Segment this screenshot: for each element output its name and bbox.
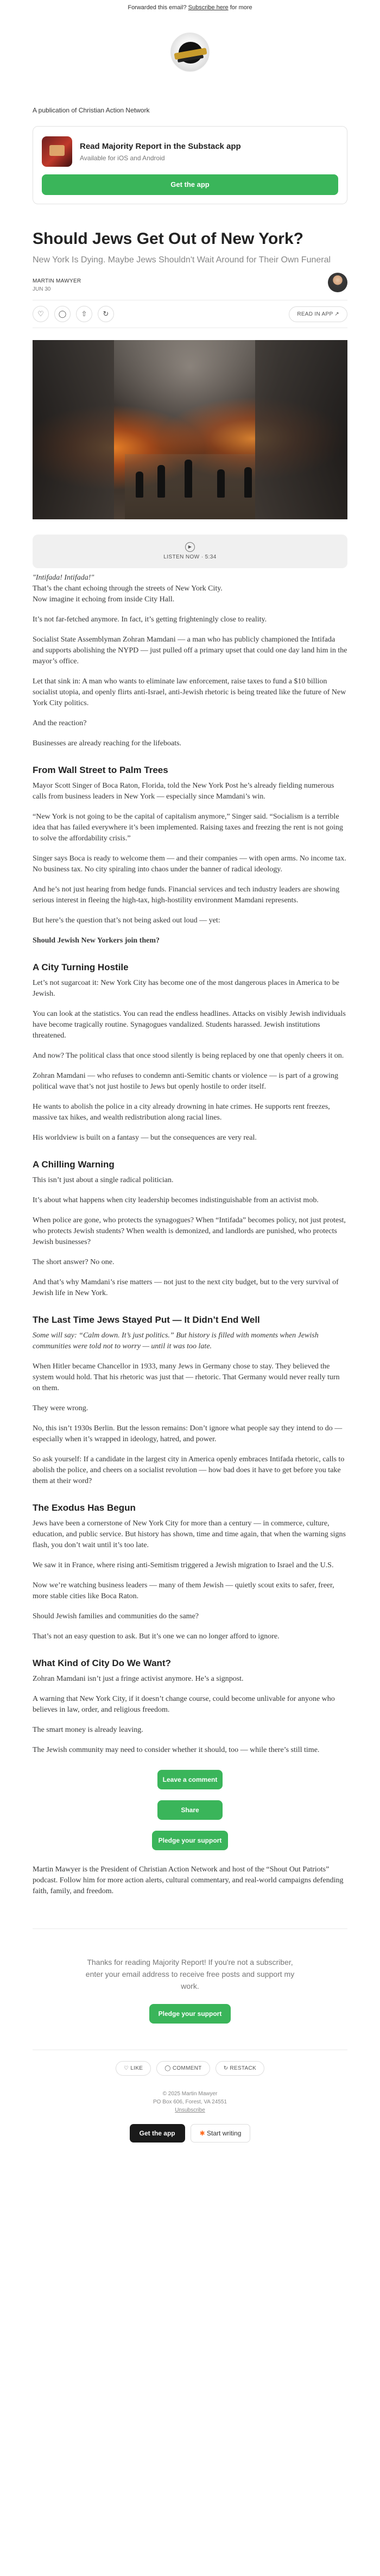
leave-comment-button[interactable]: Leave a comment: [157, 1770, 223, 1789]
hero-image[interactable]: [33, 340, 347, 519]
article-paragraph: We saw it in France, where rising anti-Semitism triggered a Jewish migration to Israel and the U.S.: [33, 1561, 334, 1569]
comment-icon[interactable]: ◯: [54, 306, 71, 322]
forwarded-bar: [0, 0, 380, 15]
mailing-address: PO Box 606, Forest, VA 24551: [153, 2099, 227, 2105]
article-paragraph: Jews have been a cornerstone of New York City for more than a century — in commerce, culture, education, and public service. But history has shown, time and time again, that when the warning signs flash, you don’t wait until it’s too late.: [33, 1519, 346, 1549]
share-button[interactable]: Share: [157, 1800, 223, 1820]
article-paragraph: Let’s not sugarcoat it: New York City has become one of the most dangerous places in America to be Jewish.: [33, 979, 339, 998]
article-paragraph: "Intifada! Intifada!": [33, 574, 94, 582]
article-paragraph: The short answer? No one.: [33, 1258, 115, 1266]
copyright: © 2025 Martin Mawyer: [162, 2091, 218, 2097]
footer: [33, 1928, 347, 2143]
post-subtitle: New York Is Dying. Maybe Jews Shouldn't Wait Around for Their Own Funeral: [33, 255, 331, 265]
article-paragraph: He wants to abolish the police in a city already drowning in hate crimes. He supports rent freezes, massive tax hikes, and wealth redistribution along racial lines.: [33, 1103, 330, 1122]
article-paragraph: This isn’t just about a single radical politician.: [33, 1176, 174, 1184]
post-action-bar: [33, 300, 347, 328]
article-paragraph: It’s about what happens when city leadership becomes indistinguishable from an activist mob.: [33, 1196, 319, 1204]
app-promo-subtitle: Available for iOS and Android: [80, 154, 165, 162]
get-app-button[interactable]: Get the app: [42, 174, 338, 195]
section-heading: A Chilling Warning: [33, 1159, 115, 1170]
footer-comment-button[interactable]: ◯ COMMENT: [156, 2061, 210, 2076]
article-paragraph: But here’s the question that’s not being asked out loud — yet:: [33, 916, 220, 925]
author-name[interactable]: MARTIN MAWYER: [33, 278, 81, 284]
start-writing-label: Start writing: [207, 2129, 242, 2137]
footer-restack-button[interactable]: ↻ RESTACK: [216, 2061, 264, 2076]
section-heading: What Kind of City Do We Want?: [33, 1658, 171, 1668]
author-avatar[interactable]: [328, 273, 347, 292]
listen-now-button[interactable]: [33, 535, 347, 568]
author-bio: Martin Mawyer is the President of Christian Action Network and host of the “Shout Out Patriots” podcast. Follow him for more action alerts, cultural commentary, and real-world campaigns defending faith, family, and freedom.: [33, 1865, 344, 1895]
publication-logo[interactable]: [170, 33, 210, 72]
subscribe-thanks: Thanks for reading Majority Report! If you're not a subscriber, enter your email address to receive free posts and support my work.: [85, 1958, 295, 1990]
app-promo-title: Read Majority Report in the Substack app: [80, 141, 241, 151]
article-paragraph: The smart money is already leaving.: [33, 1726, 143, 1734]
article-paragraph: They were wrong.: [33, 1404, 88, 1412]
article-paragraph: Singer says Boca is ready to welcome them — and their companies — with open arms. No income tax. No business tax. No city spiraling into chaos under the banner of radical ideology.: [33, 855, 346, 874]
article-paragraph: No, this isn’t 1930s Berlin. But the lesson remains: Don’t ignore what people say they intend to do — especially when it’s wrapped in ideology, hatred, and power.: [33, 1424, 343, 1443]
app-icon: [42, 136, 72, 167]
article-paragraph: His worldview is built on a fantasy — but the consequences are very real.: [33, 1134, 257, 1142]
article-paragraph: And that’s why Mamdani’s rise matters — not just to the next city budget, but to the very survival of Jewish life in New York.: [33, 1278, 339, 1297]
restack-icon[interactable]: ↻: [98, 306, 114, 322]
article-paragraph: It’s not far-fetched anymore. In fact, it’s getting frighteningly close to reality.: [33, 615, 267, 624]
article-paragraph: And now? The political class that once stood silently is being replaced by one that openly cheers it on.: [33, 1052, 344, 1060]
article-paragraph: Socialist State Assemblyman Zohran Mamdani — a man who has publicly championed the Intifada and supports abolishing the NYPD — just pulled off a primary upset that could one day land him in the mayor’s office.: [33, 636, 347, 665]
article-paragraph: Some will say: “Calm down. It’s just politics.” But history is filled with moments when Jewish communities were told not to worry — until it was too late.: [33, 1331, 319, 1350]
article-paragraph: Zohran Mamdani isn’t just a fringe activist anymore. He’s a signpost.: [33, 1675, 244, 1683]
read-in-app-button[interactable]: READ IN APP ↗: [289, 306, 347, 322]
footer-like-button[interactable]: ♡ LIKE: [116, 2061, 151, 2076]
publication-line: A publication of Christian Action Network: [33, 106, 150, 114]
forwarded-text: Forwarded this email?: [128, 4, 187, 11]
article-paragraph: That’s not an easy question to ask. But it’s one we can no longer afford to ignore.: [33, 1632, 280, 1641]
article-paragraph: And he’s not just hearing from hedge funds. Financial services and tech industry leaders are showing serious interest in fleeing the high-tax, high-hostility environment Mamdani represents.: [33, 885, 340, 904]
section-heading: The Exodus Has Begun: [33, 1503, 136, 1513]
play-icon: ▶: [185, 542, 195, 552]
article-paragraph: Businesses are already reaching for the lifeboats.: [33, 739, 182, 747]
article-body: [33, 573, 347, 1756]
section-heading: A City Turning Hostile: [33, 962, 129, 972]
footer-get-app-button[interactable]: Get the app: [130, 2124, 185, 2143]
footer-pledge-button[interactable]: Pledge your support: [149, 2004, 231, 2024]
article-paragraph: You can look at the statistics. You can read the endless headlines. Attacks on visibly Jewish individuals have become tragically routine. Synagogues vandalized. Students harassed. Jewish institutions threatened.: [33, 1010, 346, 1040]
article-paragraph: When Hitler became Chancellor in 1933, many Jews in Germany chose to stay. They believed the system would hold. That his rhetoric was just that — rhetoric. That Germany would never really turn on them.: [33, 1362, 340, 1392]
article-paragraph: When police are gone, who protects the synagogues? When “Intifada” becomes policy, not just protest, who protects Jewish students? When wealth is demonized, and landlords are punished, who protects Jewish businesses?: [33, 1216, 346, 1246]
article-paragraph: Now imagine it echoing from inside City Hall.: [33, 595, 175, 604]
article-paragraph: “New York is not going to be the capital of capitalism anymore,” Singer said. “Socialism is a terrible idea that has failed everywhere it’s been implemented. Raising taxes and freezing the rent is not going to solve the affordability crisis.”: [33, 813, 343, 843]
post-title[interactable]: Should Jews Get Out of New York?: [33, 230, 303, 248]
section-heading: The Last Time Jews Stayed Put — It Didn’t End Well: [33, 1315, 260, 1325]
article-paragraph: Should Jewish families and communities do the same?: [33, 1612, 199, 1620]
article-paragraph: Now we’re watching business leaders — many of them Jewish — quietly scout exits to safer, freer, more stable cities like Boca Raton.: [33, 1581, 334, 1600]
article-paragraph: And the reaction?: [33, 719, 87, 727]
unsubscribe-link[interactable]: Unsubscribe: [175, 2107, 205, 2113]
section-heading: From Wall Street to Palm Trees: [33, 765, 168, 775]
article-paragraph: The Jewish community may need to consider whether it should, too — while there’s still time.: [33, 1746, 320, 1754]
article-paragraph: Should Jewish New Yorkers join them?: [33, 937, 160, 945]
like-icon[interactable]: ♡: [33, 306, 49, 322]
article-paragraph: So ask yourself: If a candidate in the largest city in America openly embraces Intifada rhetoric, calls to abolish the police, and cheers on a socialist revolution — how bad does it have to get before you take them at their word?: [33, 1455, 345, 1485]
listen-label: LISTEN NOW · 5:34: [163, 554, 217, 560]
forwarded-suffix: for more: [230, 4, 252, 11]
app-promo-card: [33, 126, 347, 204]
article-paragraph: A warning that New York City, if it doesn’t change course, could become unlivable for anyone who believes in law, order, and religious freedom.: [33, 1695, 335, 1714]
start-writing-button[interactable]: [191, 2124, 251, 2143]
article-paragraph: Mayor Scott Singer of Boca Raton, Florida, told the New York Post he’s already fielding numerous calls from business leaders in New York — especially since Mamdani’s win.: [33, 782, 334, 801]
share-icon[interactable]: ⇧: [76, 306, 92, 322]
substack-icon: ✱: [199, 2129, 205, 2137]
post-date: JUN 30: [33, 286, 51, 292]
article-paragraph: That’s the chant echoing through the streets of New York City.: [33, 585, 223, 593]
pledge-button[interactable]: Pledge your support: [152, 1831, 228, 1850]
article-paragraph: Zohran Mamdani — who refuses to condemn anti-Semitic chants or violence — is part of a growing political wave that’s not just hostile to Jews but openly hostile to order itself.: [33, 1072, 338, 1091]
subscribe-link[interactable]: Subscribe here: [188, 4, 229, 11]
article-paragraph: Let that sink in: A man who wants to eliminate law enforcement, raise taxes to fund a $10 billion socialist utopia, and openly flirts anti-Israel, anti-Jewish rhetoric is being treated like the future of New York City politics.: [33, 677, 346, 707]
